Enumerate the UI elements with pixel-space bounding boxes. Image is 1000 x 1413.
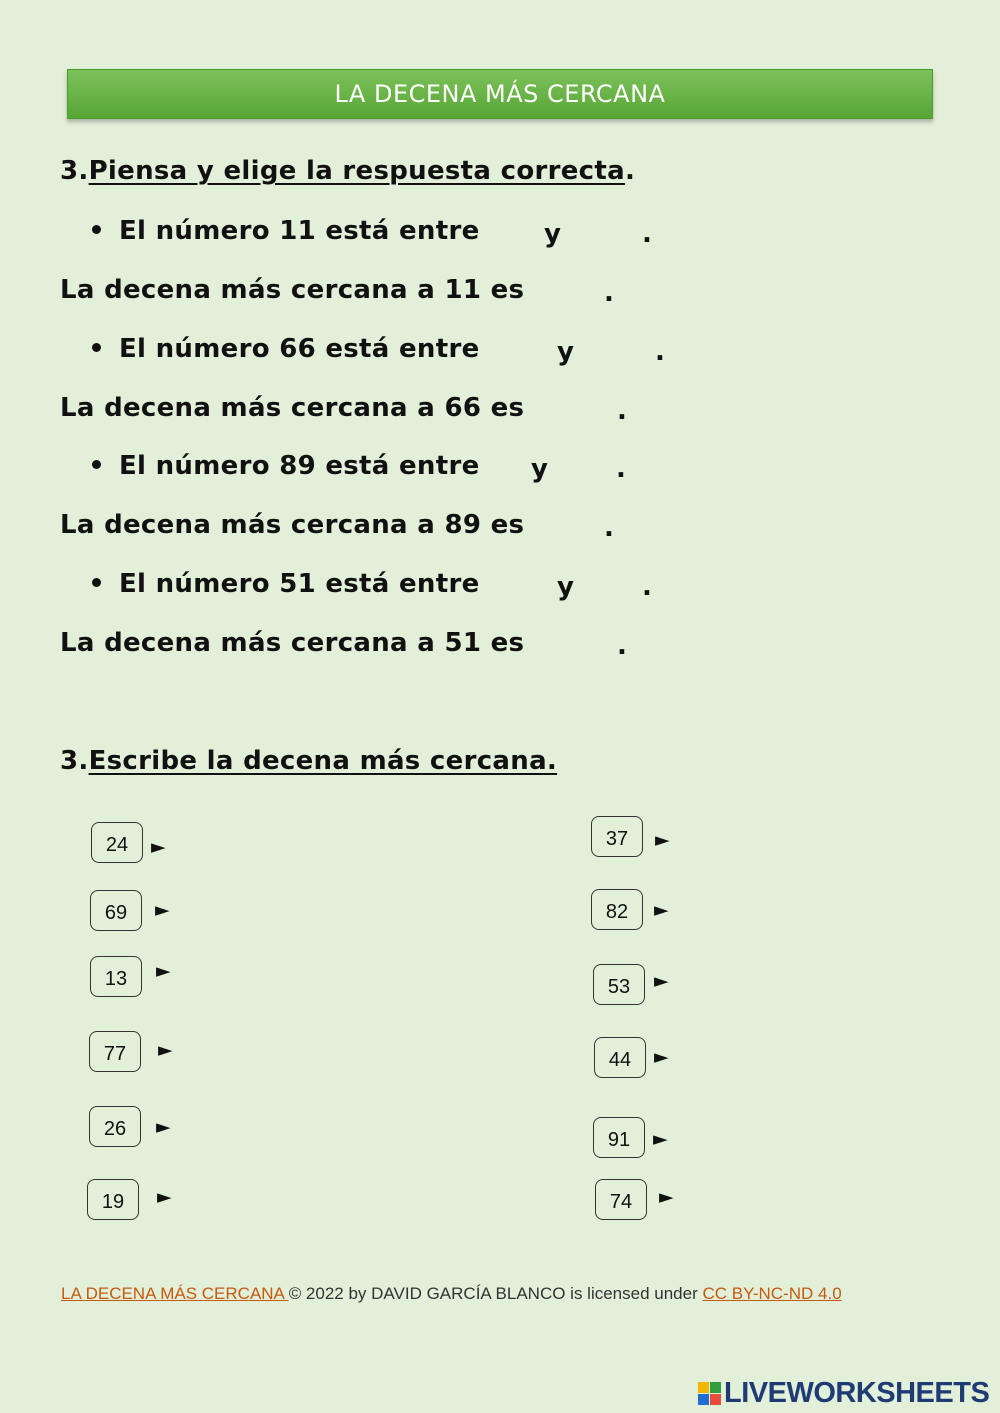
section1-title: Piensa y elige la respuesta correcta [88,156,625,186]
number-box: 26 [89,1106,141,1147]
answer-line-3: La decena más cercana a 89 es [60,510,525,540]
answer-2-dot: . [617,396,628,426]
section2-heading [60,746,557,776]
arrow-right-icon: ► [659,1186,674,1208]
arrow-right-icon: ► [654,970,669,992]
answer-4-dot: . [617,631,628,661]
question-line-1: El número 11 está entre [92,216,480,246]
question-2-dot: . [655,337,666,367]
number-box: 44 [594,1037,646,1078]
worksheet-title-banner: LA DECENA MÁS CERCANA [67,69,933,119]
number-box: 82 [591,889,643,930]
question-3-dot: . [616,454,627,484]
number-box: 91 [593,1117,645,1158]
section2-number: 3. [60,746,89,776]
question-2-y: y [557,337,575,367]
license-text: © 2022 by DAVID GARCÍA BLANCO is licensed under [288,1284,703,1303]
arrow-right-icon: ► [654,1046,669,1068]
liveworksheets-logo[interactable] [698,1378,989,1408]
logo-text: LIVEWORKSHEETS [724,1376,990,1409]
answer-line-1: La decena más cercana a 11 es [60,275,525,305]
question-4-y: y [557,572,575,602]
arrow-right-icon: ► [155,899,170,921]
question-3-y: y [531,454,549,484]
number-box: 69 [90,890,142,931]
arrow-right-icon: ► [655,829,670,851]
arrow-right-icon: ► [654,899,669,921]
logo-mark-icon [698,1382,721,1405]
arrow-right-icon: ► [157,1186,172,1208]
question-line-2: El número 66 está entre [92,334,480,364]
question-1-y: y [544,219,562,249]
bullet-icon [92,578,101,587]
bullet-icon [92,460,101,469]
number-box: 24 [91,822,143,863]
answer-1-dot: . [604,278,615,308]
answer-line-2: La decena más cercana a 66 es [60,393,525,423]
number-box: 13 [90,956,142,997]
arrow-right-icon: ► [156,960,171,982]
number-box: 19 [87,1179,139,1220]
number-box: 74 [595,1179,647,1220]
work-title-link[interactable]: LA DECENA MÁS CERCANA [61,1284,289,1303]
answer-3-dot: . [604,513,615,543]
license-footer [61,1284,842,1304]
arrow-right-icon: ► [653,1128,668,1150]
section1-heading: 3.Piensa y elige la respuesta correcta. [60,156,636,186]
question-4-dot: . [642,572,653,602]
question-1-dot: . [642,219,653,249]
number-box: 53 [593,964,645,1005]
question-line-4: El número 51 está entre [92,569,480,599]
license-link[interactable]: CC BY-NC-ND 4.0 [702,1284,842,1303]
section1-number: 3. [60,156,89,186]
answer-line-4: La decena más cercana a 51 es [60,628,525,658]
arrow-right-icon: ► [151,836,166,858]
bullet-icon [92,343,101,352]
number-box: 37 [591,816,643,857]
section2-title: Escribe la decena más cercana. [88,746,558,776]
question-line-3: El número 89 está entre [92,451,480,481]
arrow-right-icon: ► [156,1116,171,1138]
arrow-right-icon: ► [158,1039,173,1061]
number-box: 77 [89,1031,141,1072]
bullet-icon [92,225,101,234]
